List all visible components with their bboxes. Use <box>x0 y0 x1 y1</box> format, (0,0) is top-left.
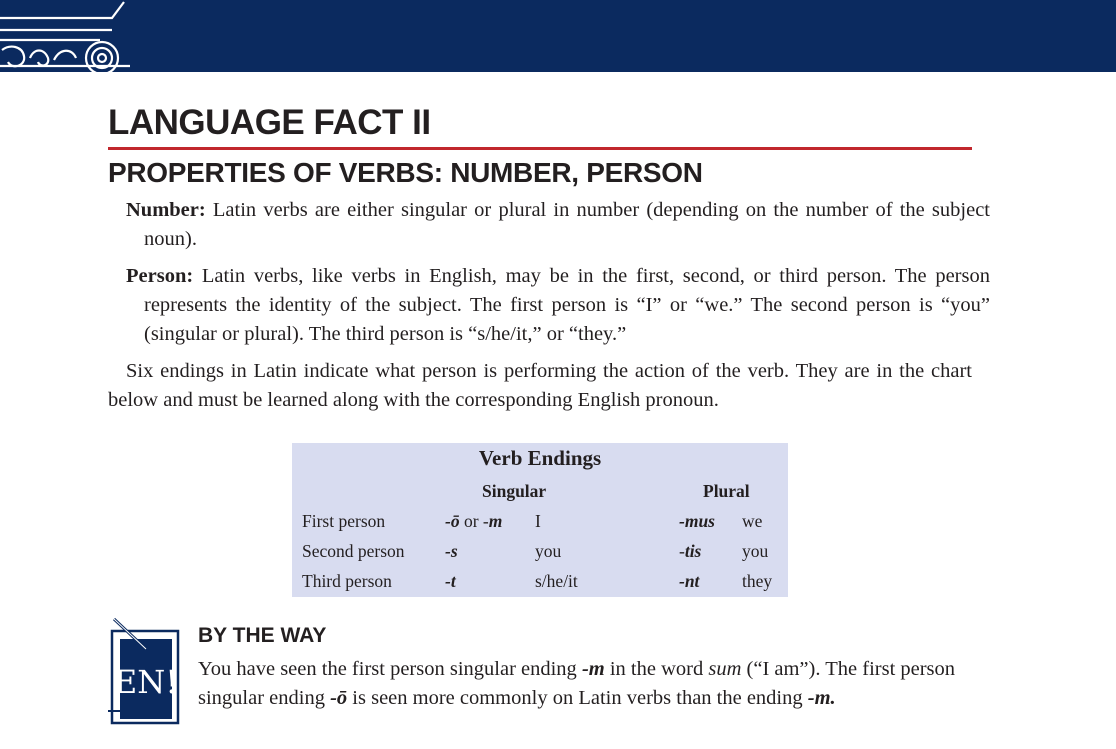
verb-endings-table <box>292 443 788 597</box>
by-the-way-text: You have seen the first person singular ending -m in the word sum (“I am”). The first person singular ending -ō is seen more commonly on Latin verbs than the ending -m. <box>198 658 956 709</box>
svg-text:EN!: EN! <box>113 663 179 701</box>
plural-ending: -nt <box>679 571 700 591</box>
by-the-way-title: BY THE WAY <box>198 624 327 647</box>
plural-pronoun: you <box>742 541 769 561</box>
singular-ending: -ō or -m <box>445 511 503 531</box>
singular-pronoun: I <box>535 511 541 531</box>
title-rule <box>108 147 972 150</box>
en-exclamation-book-icon <box>106 615 182 729</box>
number-definition <box>126 196 990 254</box>
singular-ending: -t <box>445 571 456 591</box>
person-label: Person: <box>126 265 194 287</box>
page-title: LANGUAGE FACT II <box>108 103 431 142</box>
plural-ending: -mus <box>679 511 715 531</box>
number-text: Latin verbs are either singular or plural in number (depending on the number of the subject noun). <box>144 199 990 250</box>
ionic-column-capital-icon <box>0 0 130 72</box>
section-subtitle: PROPERTIES OF VERBS: NUMBER, PERSON <box>108 157 703 188</box>
number-label: Number: <box>126 199 206 221</box>
row-person-label: Third person <box>302 571 392 591</box>
singular-pronoun: you <box>535 541 562 561</box>
singular-header: Singular <box>482 481 547 501</box>
plural-ending: -tis <box>679 541 702 561</box>
plural-pronoun: we <box>742 511 763 531</box>
row-person-label: First person <box>302 511 386 531</box>
body-paragraph: Six endings in Latin indicate what person is performing the action of the verb. They are in the chart below and must be learned along with the corresponding English pronoun. <box>108 360 972 411</box>
table-title: Verb Endings <box>478 446 602 470</box>
singular-pronoun: s/he/it <box>535 571 578 591</box>
header-banner <box>0 0 1116 72</box>
person-definition <box>126 262 990 349</box>
plural-header: Plural <box>703 481 750 501</box>
singular-ending: -s <box>445 541 458 561</box>
person-text: Latin verbs, like verbs in English, may be in the first, second, or third person. The person represents the identity of the subject. The first person is “I” or “we.” The second person is “you” (singular or plural). The third person is “s/he/it,” or “they.” <box>144 265 990 345</box>
plural-pronoun: they <box>742 571 773 591</box>
row-person-label: Second person <box>302 541 405 561</box>
